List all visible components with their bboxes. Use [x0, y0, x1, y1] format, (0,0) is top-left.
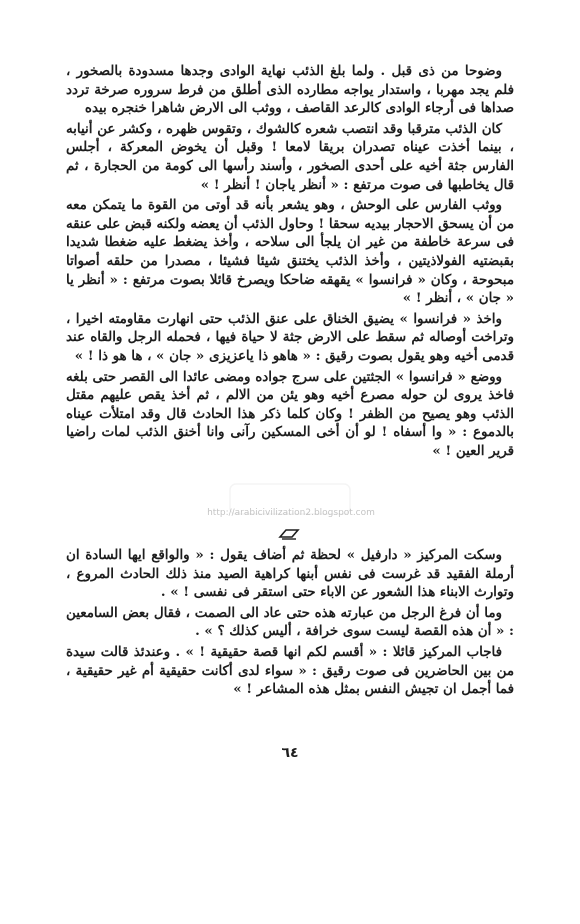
paragraph: وضوحا من ذى قبل . ولما بلغ الذئب نهاية الوادى وجدها مسدودة بالصخور ، فلم يجد مهربا ، واستدار يواجه مطارده الذى أطلق من فرط سروره صرخة تردد صداها فى أرجاء الوادى كالرعد القاصف ، ووثب الى الارض شاهرا خنجره بيده: [66, 63, 514, 117]
paragraph: ووضع « فرانسوا » الجثتين على سرج جواده ومضى عائدا الى القصر حتى بلغه فاخذ يروى لن حوله مصرع أخيه وهو يئن من الالم ، ثم أخذ يقص عليهم مقتل الذئب وهو يصيح من الظفر ! وكان كلما ذكر هذا الحادث قال وقد امتلأت عيناه بالدموع : « وا أسفاه ! لو أن أخى المسكين رآنى وانا أخنق الذئب لمات راضيا قرير العين ! »: [66, 368, 514, 459]
section-divider-ornament-icon: [277, 527, 301, 541]
paragraph: فاجاب المركيز قائلا : « أقسم لكم انها قصة حقيقية ! » . وعندئذ قالت سيدة من بين الحاضرين فى صوت رقيق : « سواء لدى أكانت حقيقية أم غير حقيقية ، فما أجمل ان تجيش النفس بمثل هذه المشاعر ! »: [66, 643, 514, 698]
paragraph: وسكت المركيز « دارفيل » لحظة ثم أضاف يقول : « والواقع ايها السادة ان أرملة الفقيد قد غرست فى نفس أبنها كراهية الصيد منذ ذلك الحادث المروع ، وتوارث الابناء هذا الشعور عن الاباء حتى استقر فى نفسى ! » .: [66, 547, 514, 601]
paragraph: ووثب الفارس على الوحش ، وهو يشعر بأنه قد أوتى من القوة ما يتمكن معه من أن يسحق الاحجار بيديه سحقا ! وحاول الذئب أن يعضه ولكنه قبض على عنقه فى سرعة خاطفة من غير ان يلجأ الى سلاحه ، وأخذ يضغط عليه ضغطا شديدا بقبضتيه الفولاذيتين ، وأخذ الذئب يختنق شيئا فشيئا ، مصدرا من حلقه أصواتا مبحوحة ، وكان « فرانسوا » يقهقه ضاحكا ويصرخ قائلا بصوت مرتفع : « أنظر يا « جان » ، أنظر ! »: [66, 197, 515, 307]
paragraph: وما أن فرغ الرجل من عبارته هذه حتى عاد الى الصمت ، فقال بعض السامعين : « أن هذه القصة ليست سوى خرافة ، أليس كذلك ؟ » .: [66, 604, 514, 640]
page-number: ٦٤: [281, 745, 299, 761]
text-block-bottom: [66, 546, 514, 701]
paragraph: واخذ « فرانسوا » يضيق الخناق على عنق الذئب حتى انهارت مقاومته اخيرا ، وتراخت أوصاله ثم سقط على الارض جثة لا حياة فيها ، فحمله الرجل والقاه عند قدمى أخيه وهو يقول بصوت رقيق : « هاهو ذا ياعزيزى « جان » ، ها هو ذا ! »: [66, 310, 514, 364]
text-block-top: [66, 62, 514, 462]
paragraph: كان الذئب مترقبا وقد انتصب شعره كالشوك ، وتقوس ظهره ، وكشر عن أنيابه ، بينما أخذت عيناه تصدران بريقا لامعا ! وقبل أن يخوض المعركة ، أجلس الفارس جثة أخيه على أحدى الصخور ، وأسند رأسها الى كومة من الحجارة ، ثم قال يخاطبها فى صوت مرتفع : « أنظر ياجان ! أنظر ! »: [66, 120, 514, 193]
watermark-url: http://arabicivilization2.blogspot.com: [207, 508, 375, 518]
